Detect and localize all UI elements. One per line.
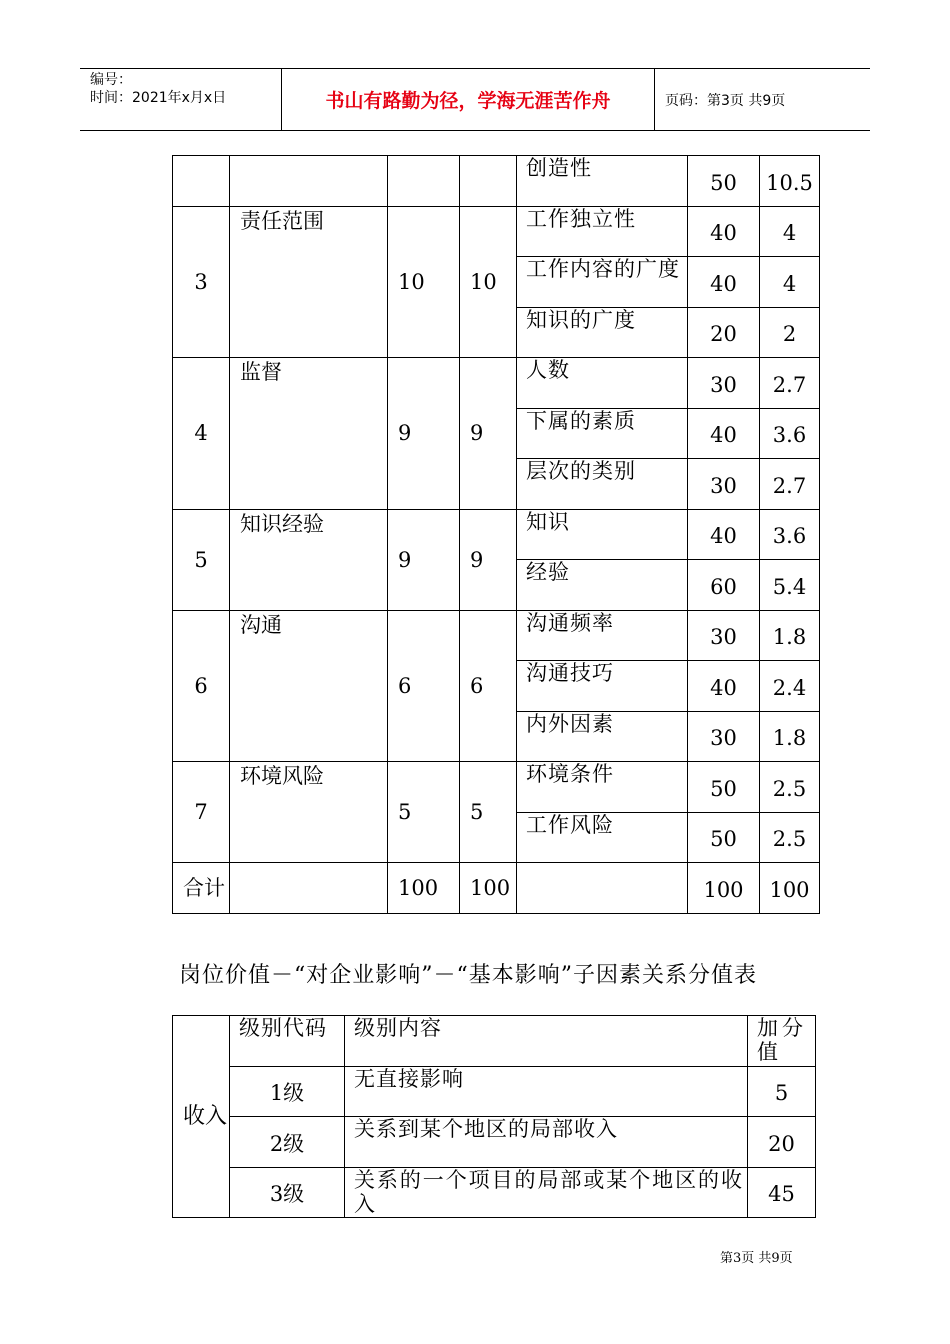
impact-level-table bbox=[172, 1015, 816, 1218]
table-row bbox=[173, 1167, 816, 1218]
subfactor-cell: 知识 bbox=[517, 509, 688, 560]
score-cell: 3.6 bbox=[760, 408, 820, 459]
factor-score-table bbox=[172, 155, 820, 914]
total-value-a: 100 bbox=[388, 863, 460, 914]
score-cell: 1.8 bbox=[760, 711, 820, 762]
table-row bbox=[173, 206, 820, 257]
total-label: 合计 bbox=[173, 863, 230, 914]
factor-name: 沟通 bbox=[230, 610, 388, 762]
column-header-content: 级别内容 bbox=[345, 1016, 748, 1067]
score-cell: 5.4 bbox=[760, 560, 820, 611]
weight-cell: 40 bbox=[688, 206, 760, 257]
subfactor-cell: 工作独立性 bbox=[517, 206, 688, 257]
score-cell: 2.7 bbox=[760, 358, 820, 409]
weight-cell: 40 bbox=[688, 257, 760, 308]
level-score: 5 bbox=[748, 1066, 816, 1117]
factor-name: 环境风险 bbox=[230, 762, 388, 863]
header-meta bbox=[80, 69, 282, 130]
subfactor-cell: 工作内容的广度 bbox=[517, 257, 688, 308]
weight-cell: 30 bbox=[688, 610, 760, 661]
header-page-info: 页码：第3页 共9页 bbox=[665, 92, 786, 109]
level-code: 2级 bbox=[230, 1117, 345, 1168]
total-value-b: 100 bbox=[460, 863, 517, 914]
table-row bbox=[173, 1117, 816, 1168]
subfactor-cell: 下属的素质 bbox=[517, 408, 688, 459]
factor-value-b: 5 bbox=[460, 762, 517, 863]
weight-cell: 50 bbox=[688, 156, 760, 207]
factor-value-b: 9 bbox=[460, 509, 517, 610]
score-cell: 2 bbox=[760, 307, 820, 358]
score-cell: 2.5 bbox=[760, 762, 820, 813]
level-content: 无直接影响 bbox=[345, 1066, 748, 1117]
score-cell: 1.8 bbox=[760, 610, 820, 661]
table-row bbox=[173, 156, 820, 207]
factor-value-b: 10 bbox=[460, 206, 517, 358]
table-row bbox=[173, 1066, 816, 1117]
score-cell: 2.5 bbox=[760, 812, 820, 863]
footer-page-number: 第3页 共9页 bbox=[720, 1251, 793, 1266]
subfactor-cell: 内外因素 bbox=[517, 711, 688, 762]
number-label: 编号： bbox=[90, 72, 132, 88]
score-cell: 3.6 bbox=[760, 509, 820, 560]
header-motto: 书山有路勤为径，学海无涯苦作舟 bbox=[282, 69, 655, 130]
factor-name: 知识经验 bbox=[230, 509, 388, 610]
score-cell: 4 bbox=[760, 257, 820, 308]
weight-cell: 50 bbox=[688, 812, 760, 863]
total-score: 100 bbox=[760, 863, 820, 914]
level-score: 20 bbox=[748, 1117, 816, 1168]
subfactor-cell: 知识的广度 bbox=[517, 307, 688, 358]
weight-cell: 40 bbox=[688, 509, 760, 560]
table-caption: 岗位价值－“对企业影响”－“基本影响”子因素关系分值表 bbox=[179, 963, 757, 988]
level-score: 45 bbox=[748, 1167, 816, 1218]
subfactor-cell: 沟通技巧 bbox=[517, 661, 688, 712]
factor-number: 7 bbox=[173, 762, 230, 863]
column-header-code: 级别代码 bbox=[230, 1016, 345, 1067]
time-label: 时间：2021年x月x日 bbox=[90, 90, 227, 106]
level-content: 关系到某个地区的局部收入 bbox=[345, 1117, 748, 1168]
table-row bbox=[173, 509, 820, 560]
factor-name: 监督 bbox=[230, 358, 388, 510]
factor-value-a: 10 bbox=[388, 206, 460, 358]
weight-cell: 40 bbox=[688, 661, 760, 712]
subfactor-cell: 层次的类别 bbox=[517, 459, 688, 510]
subfactor-cell: 工作风险 bbox=[517, 812, 688, 863]
page-header bbox=[80, 68, 870, 131]
table-header-row bbox=[173, 1016, 816, 1067]
factor-name: 责任范围 bbox=[230, 206, 388, 358]
group-label: 收入 bbox=[173, 1016, 230, 1218]
factor-number: 5 bbox=[173, 509, 230, 610]
table-row bbox=[173, 358, 820, 409]
factor-value-a: 6 bbox=[388, 610, 460, 762]
table-row bbox=[173, 610, 820, 661]
total-row bbox=[173, 863, 820, 914]
factor-value-a: 5 bbox=[388, 762, 460, 863]
subfactor-cell: 沟通频率 bbox=[517, 610, 688, 661]
table-row bbox=[173, 762, 820, 813]
subfactor-cell: 环境条件 bbox=[517, 762, 688, 813]
level-code: 3级 bbox=[230, 1167, 345, 1218]
subfactor-cell: 人数 bbox=[517, 358, 688, 409]
level-code: 1级 bbox=[230, 1066, 345, 1117]
weight-cell: 20 bbox=[688, 307, 760, 358]
subfactor-cell: 经验 bbox=[517, 560, 688, 611]
weight-cell: 50 bbox=[688, 762, 760, 813]
total-weight: 100 bbox=[688, 863, 760, 914]
factor-value-a: 9 bbox=[388, 358, 460, 510]
factor-value-b: 6 bbox=[460, 610, 517, 762]
column-header-score: 加分值 bbox=[748, 1016, 816, 1067]
subfactor-cell: 创造性 bbox=[517, 156, 688, 207]
factor-value-b: 9 bbox=[460, 358, 517, 510]
weight-cell: 30 bbox=[688, 358, 760, 409]
factor-number: 4 bbox=[173, 358, 230, 510]
weight-cell: 40 bbox=[688, 408, 760, 459]
score-cell: 4 bbox=[760, 206, 820, 257]
score-cell: 2.7 bbox=[760, 459, 820, 510]
score-cell: 10.5 bbox=[760, 156, 820, 207]
factor-value-a: 9 bbox=[388, 509, 460, 610]
factor-number: 6 bbox=[173, 610, 230, 762]
level-content: 关系的一个项目的局部或某个地区的收入 bbox=[345, 1167, 748, 1218]
factor-number: 3 bbox=[173, 206, 230, 358]
weight-cell: 30 bbox=[688, 459, 760, 510]
score-cell: 2.4 bbox=[760, 661, 820, 712]
weight-cell: 30 bbox=[688, 711, 760, 762]
weight-cell: 60 bbox=[688, 560, 760, 611]
